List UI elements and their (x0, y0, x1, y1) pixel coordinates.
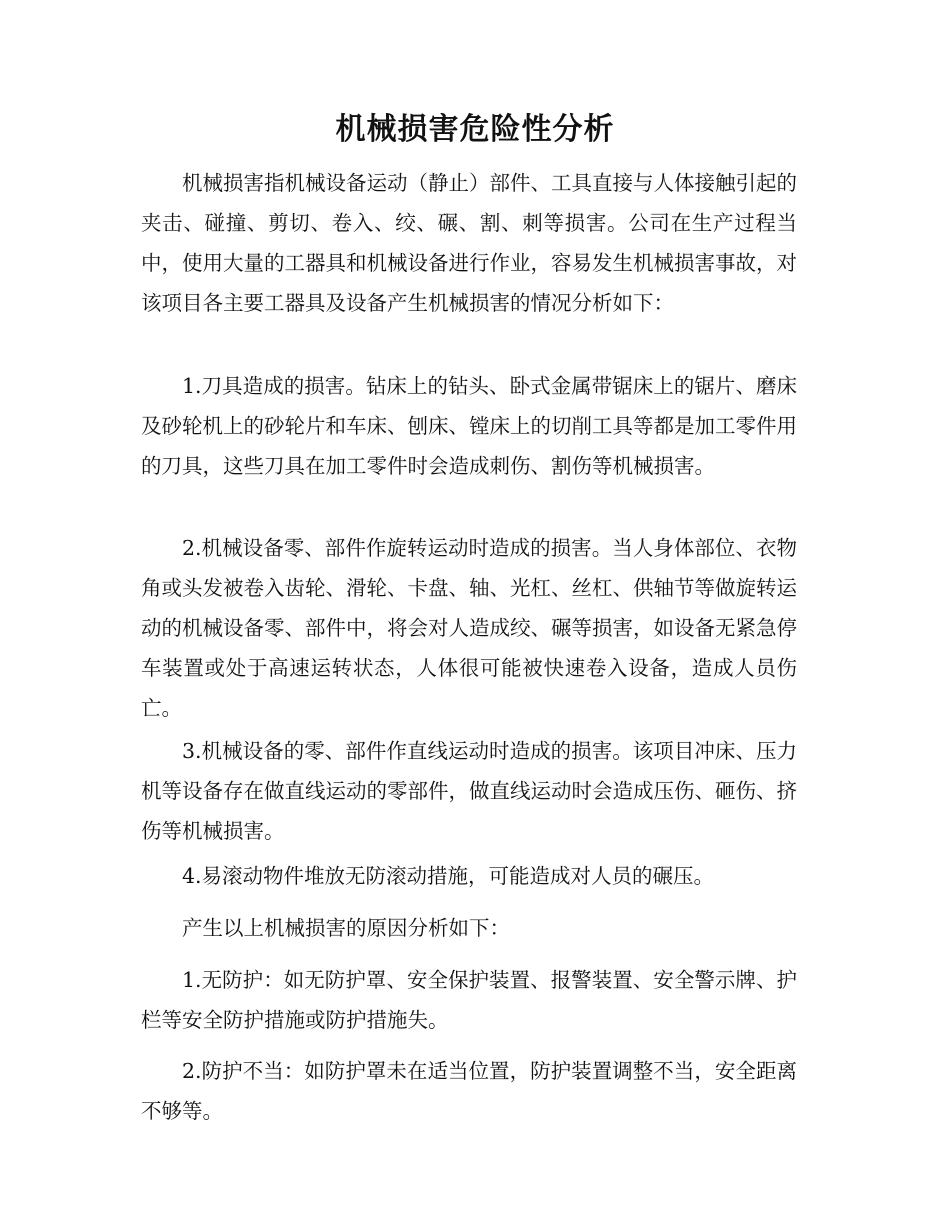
cause-item-1: 1.无防护：如无防护罩、安全保护装置、报警装置、安全警示牌、护栏等安全防护措施或防护措施失。 (141, 968, 797, 1032)
document-title: 机械损害危险性分析 (335, 112, 615, 147)
cause-intro-paragraph: 产生以上机械损害的原因分析如下： (182, 916, 510, 940)
cause-item-2: 2.防护不当：如防护罩未在适当位置，防护装置调整不当，安全距离不够等。 (141, 1059, 797, 1123)
intro-paragraph: 机械损害指机械设备运动（静止）部件、工具直接与人体接触引起的夹击、碰撞、剪切、卷入、绞、碾、割、刺等损害。公司在生产过程当中，使用大量的工器具和机械设备进行作业，容易发生机械损害事故，对该项目各主要工器具及设备产生机械损害的情况分析如下： (141, 171, 797, 315)
hazard-item-4: 4.易滚动物件堆放无防滚动措施，可能造成对人员的碾压。 (182, 864, 715, 888)
hazard-item-1: 1.刀具造成的损害。钻床上的钻头、卧式金属带锯床上的锯片、磨床及砂轮机上的砂轮片和车床、刨床、镗床上的切削工具等都是加工零件用的刀具，这些刀具在加工零件时会造成刺伤、割伤等机械损害。 (141, 374, 797, 478)
hazard-item-3: 3.机械设备的零、部件作直线运动时造成的损害。该项目冲床、压力机等设备存在做直线运动的零部件，做直线运动时会造成压伤、砸伤、挤伤等机械损害。 (141, 739, 797, 843)
hazard-item-2: 2.机械设备零、部件作旋转运动时造成的损害。当人身体部位、衣物角或头发被卷入齿轮、滑轮、卡盘、轴、光杠、丝杠、供轴节等做旋转运动的机械设备零、部件中，将会对人造成绞、碾等损害，如设备无紧急停车装置或处于高速运转状态，人体很可能被快速卷入设备，造成人员伤亡。 (141, 536, 797, 720)
